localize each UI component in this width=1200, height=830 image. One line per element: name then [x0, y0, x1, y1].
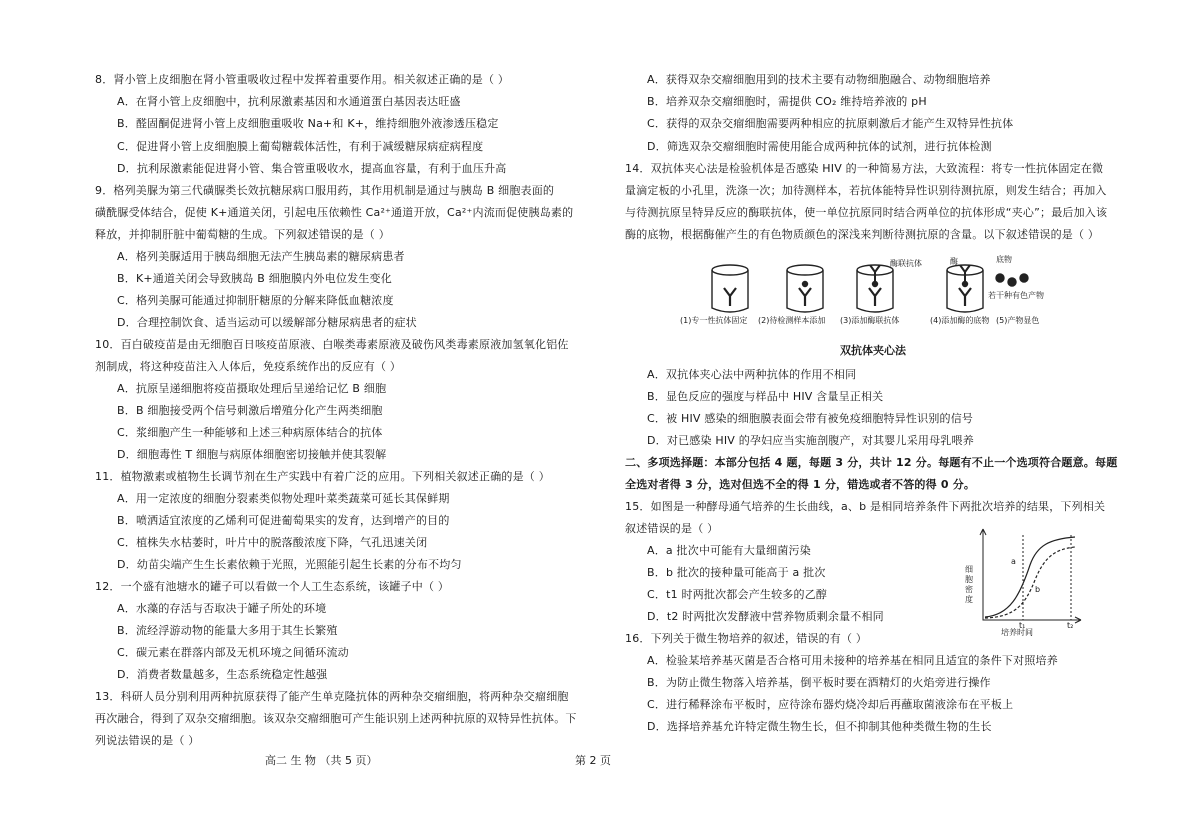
caption-4: (4)添加酶的底物 — [930, 316, 990, 325]
caption-2: (2)待检测样本添加 — [758, 316, 826, 325]
cup-4 — [947, 265, 983, 312]
graph-ylabel: 细胞密度 — [965, 565, 973, 604]
q15-stem-line2: 叙述错误的是（ ） — [625, 522, 719, 535]
graph-label-t2: t₂ — [1067, 621, 1074, 630]
q14-option-d: D．对已感染 HIV 的孕妇应当实施剖腹产，对其婴儿采用母乳喂养 — [647, 434, 974, 447]
q13-option-d: D．筛选双杂交瘤细胞时需使用能合成两种抗体的试剂，进行抗体检测 — [647, 140, 992, 153]
q13-option-a: A．获得双杂交瘤细胞用到的技术主要有动物细胞融合、动物细胞培养 — [647, 73, 991, 86]
cup-2 — [787, 265, 823, 312]
q16-option-a: A．检验某培养基灭菌是否合格可用未接种的培养基在相同且适宜的条件下对照培养 — [647, 654, 1058, 667]
q13-option-b: B．培养双杂交瘤细胞时，需提供 CO₂ 维持培养液的 pH — [647, 95, 927, 108]
q11-option-a: A．用一定浓度的细胞分裂素类似物处理叶菜类蔬菜可延长其保鲜期 — [117, 492, 450, 505]
caption-3: (3)添加酶联抗体 — [840, 316, 900, 325]
caption-5: (5)产物显色 — [996, 316, 1040, 325]
q16-stem: 16．下列关于微生物培养的叙述，错误的有（ ） — [625, 632, 868, 645]
cup-1 — [712, 265, 748, 312]
q11-option-b: B．喷洒适宜浓度的乙烯利可促进葡萄果实的发育，达到增产的目的 — [117, 514, 450, 527]
q13-stem-line2: 再次融合，得到了双杂交瘤细胞。该双杂交瘤细胞可产生能识别上述两种抗原的双特异性抗体。下 — [95, 712, 577, 725]
curve-a — [985, 537, 1075, 617]
q14-stem-line2: 量滴定板的小孔里，洗涤一次；加待测样本，若抗体能特异性识别待测抗原，则发生结合；再加入 — [625, 184, 1107, 197]
q16-option-c: C．进行稀释涂布平板时，应待涂布器灼烧冷却后再蘸取菌液涂布在平板上 — [647, 698, 1014, 711]
q15-option-a: A．a 批次中可能有大量细菌污染 — [647, 544, 811, 557]
q10-stem-line2: 剂制成，将这种疫苗注入人体后，免疫系统作出的反应有（ ） — [95, 360, 402, 373]
q11-option-d: D．幼苗尖端产生生长素依赖于光照，光照能引起生长素的分布不均匀 — [117, 558, 462, 571]
q14-option-a: A．双抗体夹心法中两种抗体的作用不相同 — [647, 368, 857, 381]
section2-line1: 二、多项选择题：本部分包括 4 题，每题 3 分，共计 12 分。每题有不止一个选项符合题意。每题 — [625, 456, 1118, 469]
curve-b — [985, 547, 1075, 618]
q14-option-b: B．显色反应的强度与样品中 HIV 含量呈正相关 — [647, 390, 884, 403]
q8-option-c: C．促进肾小管上皮细胞膜上葡萄糖载体活性，有利于减缓糖尿病症病程度 — [117, 140, 484, 153]
q9-stem-line1: 9．格列美脲为第三代磺脲类长效抗糖尿病口服用药，其作用机制是通过与胰岛 B 细胞表面的 — [95, 184, 555, 197]
graph-label-b: b — [1035, 585, 1041, 594]
q8-option-a: A．在肾小管上皮细胞中，抗利尿激素基因和水通道蛋白基因表达旺盛 — [117, 95, 461, 108]
q9-option-a: A．格列美脲适用于胰岛细胞无法产生胰岛素的糖尿病患者 — [117, 250, 405, 263]
axes — [983, 529, 1081, 620]
q15-option-b: B．b 批次的接种量可能高于 a 批次 — [647, 566, 826, 579]
q10-option-a: A．抗原呈递细胞将疫苗摄取处理后呈递给记忆 B 细胞 — [117, 382, 387, 395]
caption-1: (1)专一性抗体固定 — [680, 316, 748, 325]
product-dots — [996, 274, 1028, 286]
q9-option-c: C．格列美脲可能通过抑制肝糖原的分解来降低血糖浓度 — [117, 294, 394, 307]
q8-option-d: D．抗利尿激素能促进肾小管、集合管重吸收水，提高血容量，有利于血压升高 — [117, 162, 507, 175]
q11-stem: 11．植物激素或植物生长调节剂在生产实践中有着广泛的应用。下列相关叙述正确的是（ ） — [95, 470, 550, 483]
q14-stem-line1: 14．双抗体夹心法是检验机体是否感染 HIV 的一种简易方法，大致流程：将专一性抗体固定在微 — [625, 162, 1104, 175]
q12-option-b: B．流经浮游动物的能量大多用于其生长繁殖 — [117, 624, 338, 637]
label-substrate: 底物 — [996, 255, 1012, 264]
q12-option-d: D．消费者数量越多，生态系统稳定性越强 — [117, 668, 328, 681]
graph-xlabel: 培养时间 — [1001, 628, 1033, 637]
q8-stem: 8．肾小管上皮细胞在肾小管重吸收过程中发挥着重要作用。相关叙述正确的是（ ） — [95, 73, 510, 86]
right-footer: 第 2 页 — [575, 754, 611, 767]
q9-stem-line2: 磺酰脲受体结合，促使 K+通道关闭，引起电压依赖性 Ca²⁺通道开放，Ca²⁺内流而促使胰岛素的 — [95, 206, 574, 219]
q9-stem-line3: 释放，并抑制肝脏中葡萄糖的生成。下列叙述错误的是（ ） — [95, 228, 390, 241]
q16-option-b: B．为防止微生物落入培养基，倒平板时要在酒精灯的火焰旁进行操作 — [647, 676, 991, 689]
graph-label-t1: t₁ — [1019, 621, 1026, 630]
q9-option-b: B．K+通道关闭会导致胰岛 B 细胞膜内外电位发生变化 — [117, 272, 392, 285]
q13-stem-line3: 列说法错误的是（ ） — [95, 734, 200, 747]
graph-label-a: a — [1011, 557, 1016, 566]
left-footer: 高二 生 物 （共 5 页） — [265, 754, 378, 767]
q12-stem: 12．一个盛有池塘水的罐子可以看做一个人工生态系统，该罐子中（ ） — [95, 580, 450, 593]
growth-curve-figure — [965, 525, 1085, 640]
q9-option-d: D．合理控制饮食、适当运动可以缓解部分糖尿病患者的症状 — [117, 316, 417, 329]
q15-option-d: D．t2 时两批次发酵液中营养物质剩余量不相同 — [647, 610, 884, 623]
sandwich-diagram — [680, 255, 1070, 330]
label-enzyme-antibody: 酶联抗体 — [890, 259, 922, 268]
q11-option-c: C．植株失水枯萎时，叶片中的脱落酸浓度下降，气孔迅速关闭 — [117, 536, 428, 549]
q15-stem-line1: 15．如图是一种酵母通气培养的生长曲线，a、b 是相同培养条件下两批次培养的结果，下列相关 — [625, 500, 1106, 513]
q10-stem-line1: 10．百白破疫苗是由无细胞百日咳疫苗原液、白喉类毒素原液及破伤风类毒素原液加氢氧化铝佐 — [95, 338, 569, 351]
q16-option-d: D．选择培养基允许特定微生物生长，但不抑制其他种类微生物的生长 — [647, 720, 992, 733]
q10-option-c: C．浆细胞产生一种能够和上述三种病原体结合的抗体 — [117, 426, 383, 439]
figure-title: 双抗体夹心法 — [840, 344, 906, 357]
label-product: 若干种有色产物 — [988, 291, 1044, 300]
q14-stem-line4: 酶的底物，根据酶催产生的有色物质颜色的深浅来判断待测抗原的含量。以下叙述错误的是（ ） — [625, 228, 1100, 241]
q13-option-c: C．获得的双杂交瘤细胞需要两种相应的抗原刺激后才能产生双特异性抗体 — [647, 117, 1014, 130]
section2-line2: 全选对者得 3 分，选对但选不全的得 1 分，错选或者不答的得 0 分。 — [625, 478, 976, 491]
q10-option-d: D．细胞毒性 T 细胞与病原体细胞密切接触并使其裂解 — [117, 448, 387, 461]
q8-option-b: B．醛固酮促进肾小管上皮细胞重吸收 Na+和 K+，维持细胞外液渗透压稳定 — [117, 117, 499, 130]
q12-option-c: C．碳元素在群落内部及无机环境之间循环流动 — [117, 646, 349, 659]
q13-stem-line1: 13．科研人员分别利用两种抗原获得了能产生单克隆抗体的两种杂交瘤细胞，将两种杂交瘤细胞 — [95, 690, 569, 703]
q12-option-a: A．水藻的存活与否取决于罐子所处的环境 — [117, 602, 327, 615]
q10-option-b: B．B 细胞接受两个信号刺激后增殖分化产生两类细胞 — [117, 404, 383, 417]
label-enzyme: 酶 — [950, 257, 958, 266]
q14-stem-line3: 与待测抗原呈特异反应的酶联抗体，使一单位抗原同时结合两单位的抗体形成“夹心”；最后加入该 — [625, 206, 1108, 219]
q15-option-c: C．t1 时两批次都会产生较多的乙醇 — [647, 588, 828, 601]
cup-3 — [857, 265, 893, 312]
q14-option-c: C．被 HIV 感染的细胞膜表面会带有被免疫细胞特异性识别的信号 — [647, 412, 974, 425]
